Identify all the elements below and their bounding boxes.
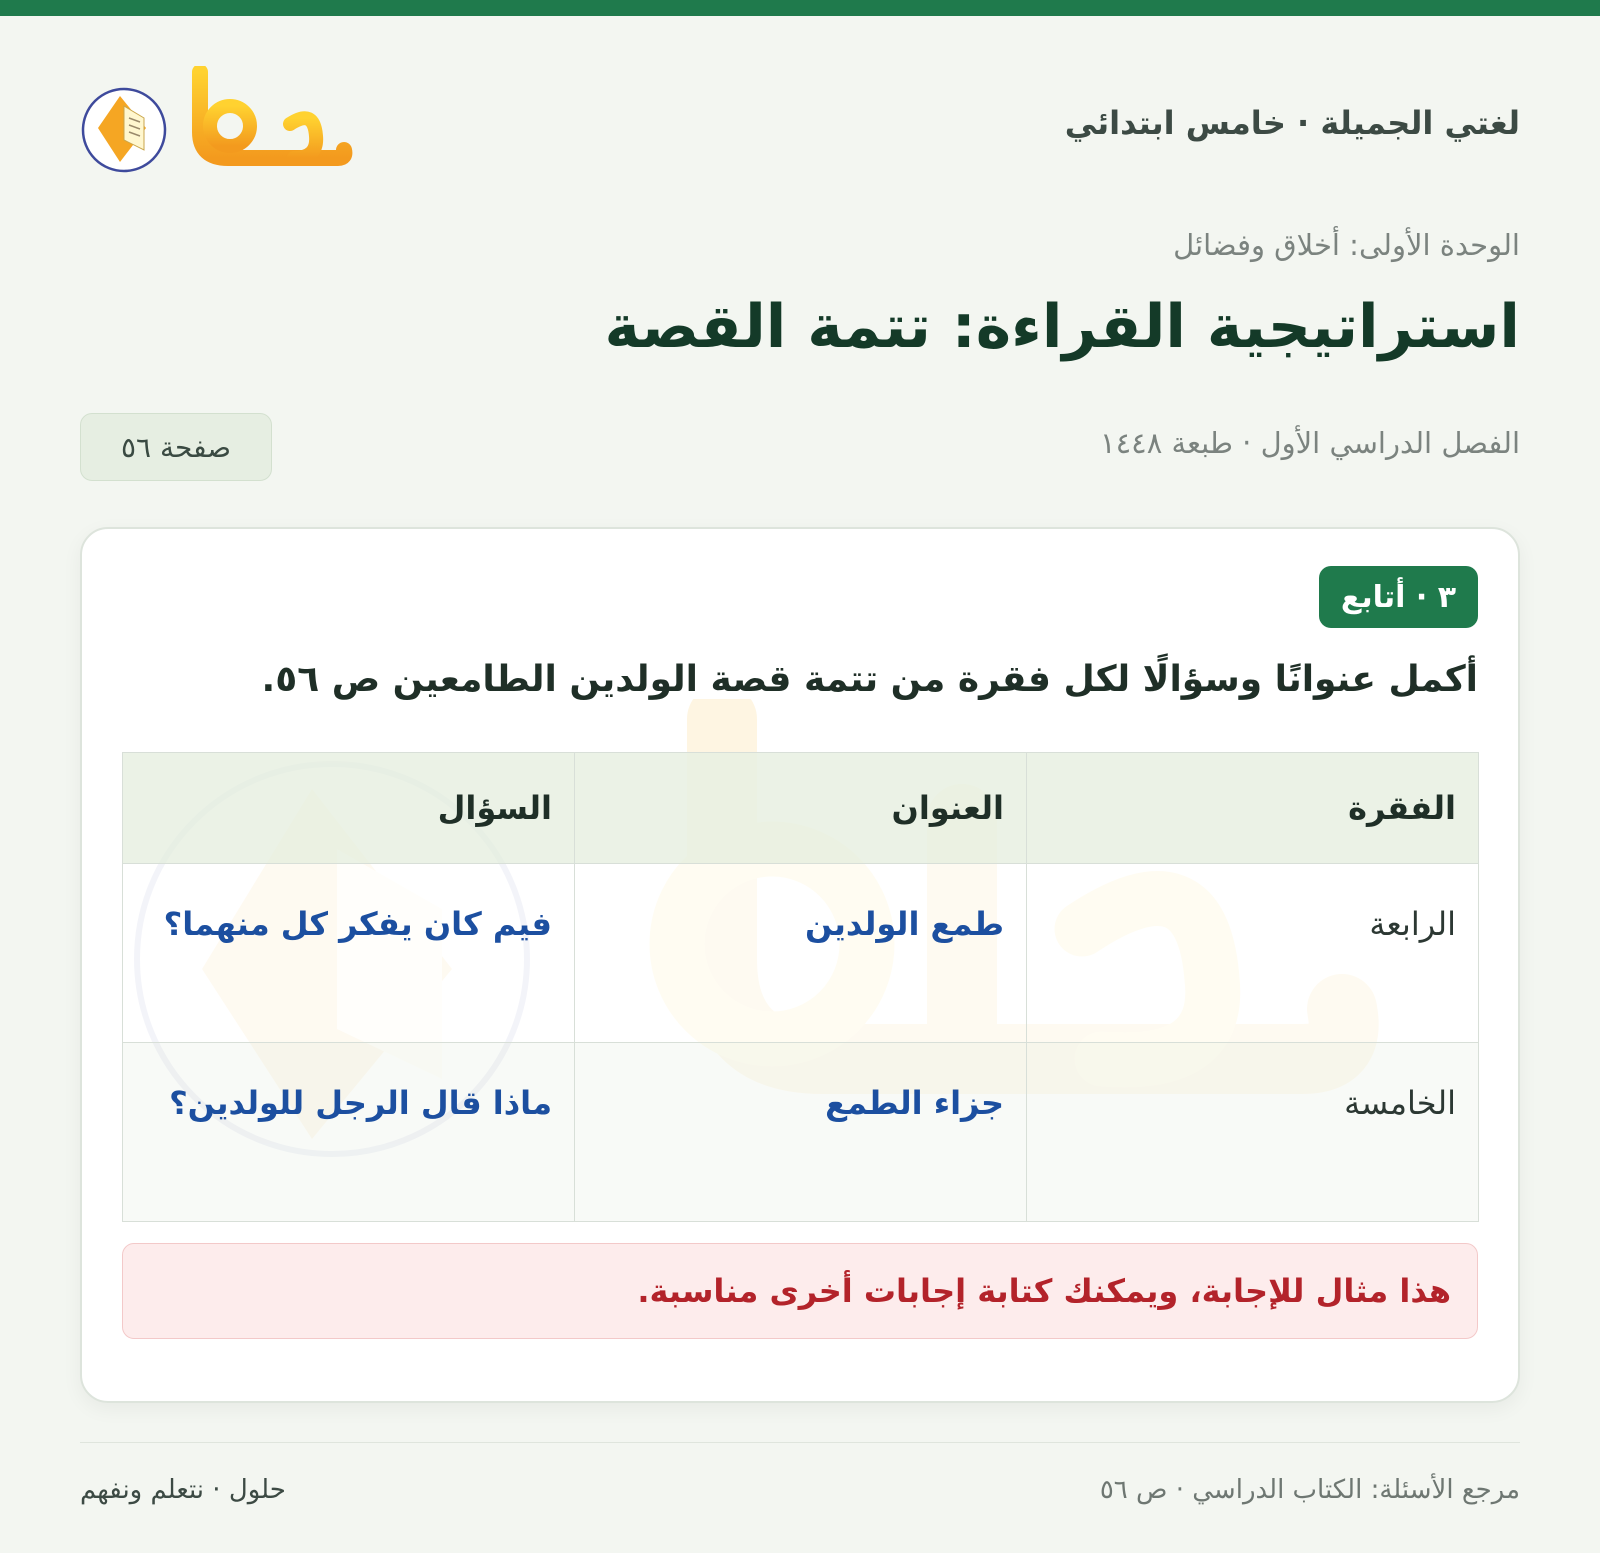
question-answer-cell: فيم كان يفكر كل منهما؟ bbox=[123, 864, 575, 1043]
question-number-badge: ٣ · أتابع bbox=[1319, 566, 1478, 628]
header-question: السؤال bbox=[123, 753, 575, 864]
unit-label: الوحدة الأولى: أخلاق وفضائل bbox=[1173, 228, 1520, 262]
paragraph-cell: الخامسة bbox=[1027, 1043, 1479, 1222]
header-paragraph: الفقرة bbox=[1027, 753, 1479, 864]
table-row bbox=[123, 1043, 1479, 1222]
top-accent-bar bbox=[0, 0, 1600, 16]
title-answer-cell: طمع الولدين bbox=[575, 864, 1027, 1043]
question-answer-cell: ماذا قال الرجل للولدين؟ bbox=[123, 1043, 575, 1222]
term-label: الفصل الدراسي الأول · طبعة ١٤٤٨ bbox=[1100, 426, 1520, 460]
page-number-badge: صفحة ٥٦ bbox=[80, 413, 272, 481]
footer-brand: حلول · نتعلم ونفهم bbox=[80, 1475, 286, 1505]
paragraph-cell: الرابعة bbox=[1027, 864, 1479, 1043]
question-prompt: أكمل عنوانًا وسؤالًا لكل فقرة من تتمة قصة الولدين الطامعين ص ٥٦. bbox=[261, 659, 1478, 700]
footer-divider bbox=[80, 1442, 1520, 1443]
table-row bbox=[123, 864, 1479, 1043]
footer-reference: مرجع الأسئلة: الكتاب الدراسي · ص ٥٦ bbox=[1099, 1475, 1520, 1505]
hulul-logo[interactable] bbox=[80, 66, 360, 182]
table-header-row bbox=[123, 753, 1479, 864]
title-answer-cell: جزاء الطمع bbox=[575, 1043, 1027, 1222]
page-title: استراتيجية القراءة: تتمة القصة bbox=[604, 292, 1520, 362]
subject-title: لغتي الجميلة · خامس ابتدائي bbox=[1064, 104, 1520, 142]
header-title: العنوان bbox=[575, 753, 1027, 864]
question-card bbox=[80, 527, 1520, 1403]
answer-note: هذا مثال للإجابة، ويمكنك كتابة إجابات أخرى مناسبة. bbox=[122, 1243, 1478, 1339]
answers-table bbox=[122, 752, 1479, 1222]
